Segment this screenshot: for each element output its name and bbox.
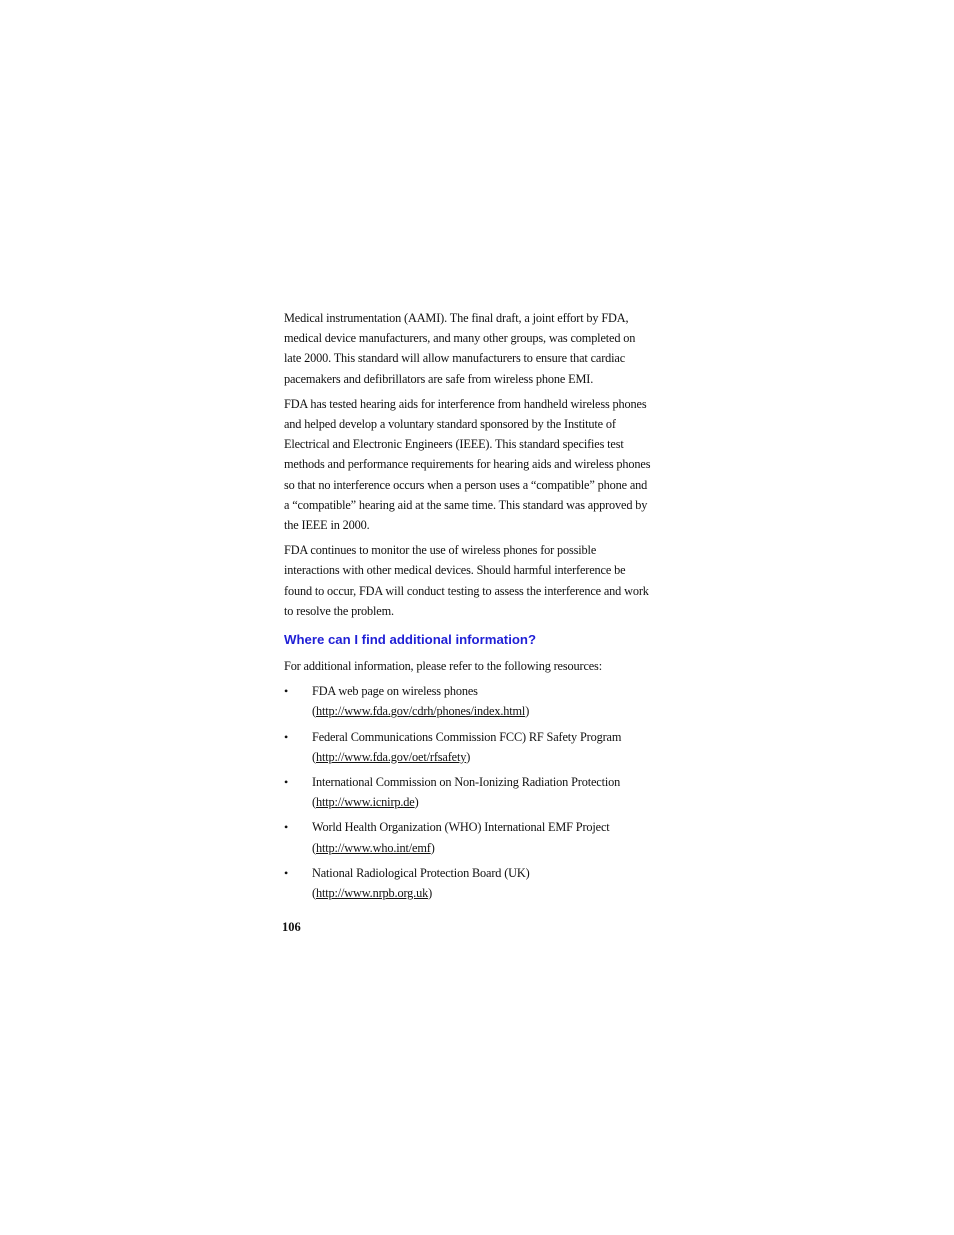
resource-link-fcc[interactable]: http://www.fda.gov/oet/rfsafety xyxy=(315,749,467,764)
resource-link-fda[interactable]: http://www.fda.gov/cdrh/phones/index.html xyxy=(315,704,526,719)
list-item xyxy=(284,863,654,903)
paragraph-aami: Medical instrumentation (AAMI). The final draft, a joint effort by FDA, medical device manufacturers, and many other groups, was completed on late 2000. This standard will allow manufacturers to ensure that cardiac pacemakers and defibrillators are safe from wireless phone EMI. xyxy=(284,311,636,386)
paren-close: ) xyxy=(428,886,433,901)
page-content xyxy=(284,308,654,908)
list-item xyxy=(284,681,654,721)
page-number: 106 xyxy=(282,920,301,934)
paren-open: ( xyxy=(312,795,316,810)
paren-close: ) xyxy=(414,795,419,810)
resource-url-line xyxy=(312,701,654,721)
section-heading: Where can I find additional information? xyxy=(284,632,537,648)
resource-title: International Commission on Non-Ionizing Radiation Protection xyxy=(312,775,621,790)
bullet-icon: • xyxy=(284,865,289,880)
paragraph-monitoring: FDA continues to monitor the use of wireless phones for possible interactions with other medical devices. Should harmful interference be found to occur, FDA will conduct testing to assess the interference and work to resolve the problem. xyxy=(284,543,649,618)
paren-close: ) xyxy=(525,704,530,719)
paragraph-hearing-aids: FDA has tested hearing aids for interference from handheld wireless phones and helped develop a voluntary standard sponsored by the Institute of Electrical and Electronic Engineers (IEEE). This standard specifies test methods and performance requirements for hearing aids and wireless phones so that no interference occurs when a person uses a “compatible” phone and a “compatible” hearing aid at the same time. This standard was approved by the IEEE in 2000. xyxy=(284,396,651,533)
resource-link-nrpb[interactable]: http://www.nrpb.org.uk xyxy=(315,886,429,901)
paren-open: ( xyxy=(312,840,316,855)
resource-title: World Health Organization (WHO) International EMF Project xyxy=(312,820,610,835)
resource-url-line xyxy=(312,838,654,858)
resource-url-line xyxy=(312,747,654,767)
bullet-icon: • xyxy=(284,729,289,744)
resource-link-who[interactable]: http://www.who.int/emf xyxy=(315,840,431,855)
resource-title: Federal Communications Commission FCC) RF Safety Program xyxy=(312,729,622,744)
bullet-icon: • xyxy=(284,820,289,835)
resource-list xyxy=(284,681,654,903)
list-item xyxy=(284,727,654,767)
bullet-icon: • xyxy=(284,684,289,699)
resource-title: FDA web page on wireless phones xyxy=(312,684,478,699)
paren-open: ( xyxy=(312,749,316,764)
resource-url-line xyxy=(312,792,654,812)
section-intro: For additional information, please refer to the following resources: xyxy=(284,659,602,674)
list-item xyxy=(284,772,654,812)
paren-close: ) xyxy=(466,749,471,764)
resource-title: National Radiological Protection Board (UK) xyxy=(312,865,530,880)
resource-link-icnirp[interactable]: http://www.icnirp.de xyxy=(315,795,415,810)
paren-open: ( xyxy=(312,886,316,901)
bullet-icon: • xyxy=(284,775,289,790)
resource-url-line xyxy=(312,883,654,903)
paren-open: ( xyxy=(312,704,316,719)
list-item xyxy=(284,817,654,857)
paren-close: ) xyxy=(430,840,435,855)
